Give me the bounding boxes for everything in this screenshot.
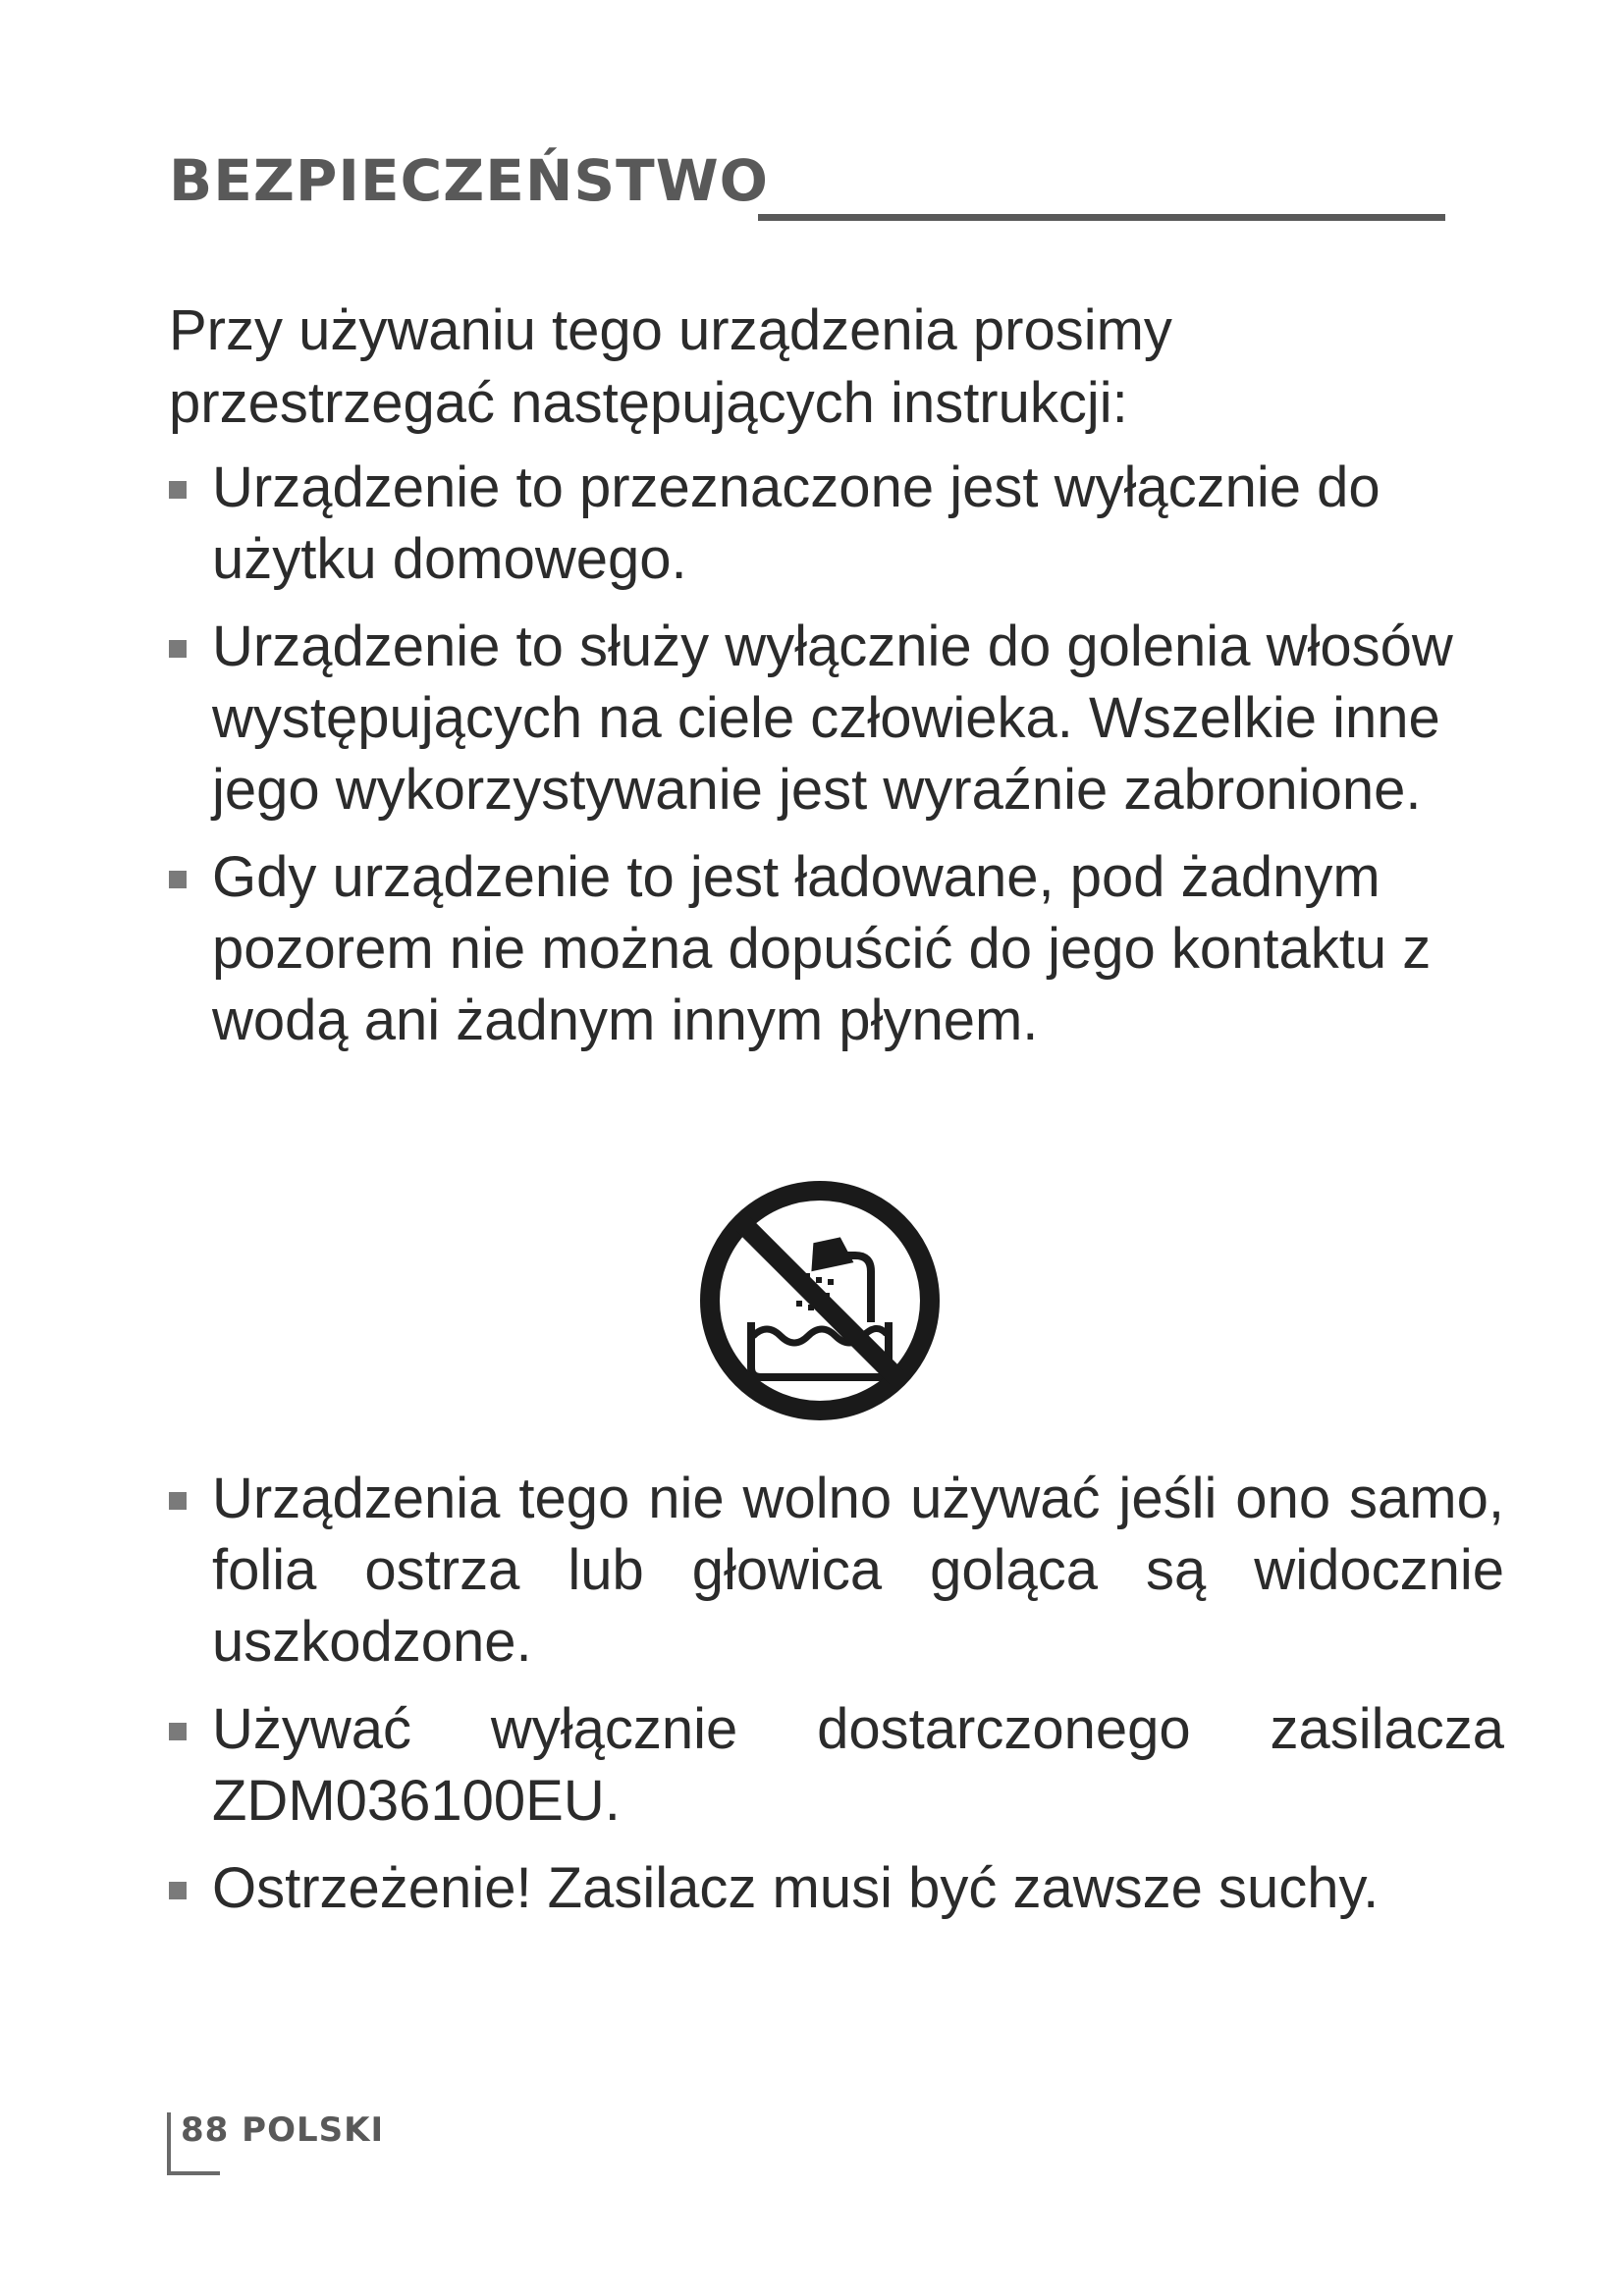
section-title-rule [758, 214, 1445, 221]
section-title: BEZPIECZEŃSTWO [169, 147, 769, 214]
no-water-bath-icon [694, 1175, 946, 1426]
section-header [169, 147, 1445, 226]
bullet-square-icon [169, 1723, 187, 1740]
list-item [169, 1463, 1504, 1678]
footer-label [181, 2110, 384, 2150]
safety-list-b [169, 1463, 1504, 1940]
list-item [169, 611, 1504, 826]
list-item [169, 1852, 1504, 1924]
safety-list-a [169, 452, 1504, 1072]
page-number: 88 [181, 2110, 230, 2150]
footer-corner-mark [167, 2171, 220, 2175]
list-item [169, 841, 1504, 1056]
list-item-text: Używać wyłącznie dostarczonego zasilacza ZDM036100EU. [212, 1697, 1504, 1833]
list-item-text: Ostrzeżenie! Zasilacz musi być zawsze suchy. [212, 1856, 1380, 1920]
list-item-text: Urządzenia tego nie wolno używać jeśli ono samo, folia ostrza lub głowica goląca są widocznie uszkodzone. [212, 1467, 1504, 1674]
list-item-text: Gdy urządzenie to jest ładowane, pod żadnym pozorem nie można dopuścić do jego kontaktu z wodą ani żadnym innym płynem. [212, 845, 1432, 1052]
bullet-square-icon [169, 871, 187, 888]
list-item-text: Urządzenie to przeznaczone jest wyłącznie do użytku domowego. [212, 455, 1380, 591]
bullet-square-icon [169, 481, 187, 499]
footer-language: POLSKI [242, 2110, 385, 2150]
footer-corner-mark [167, 2112, 171, 2173]
list-item [169, 1693, 1504, 1837]
list-item-text: Urządzenie to służy wyłącznie do golenia włosów występujących na ciele człowieka. Wszelkie inne jego wykorzystywanie jest wyraźnie zabronione. [212, 614, 1453, 822]
bullet-square-icon [169, 640, 187, 658]
bullet-square-icon [169, 1882, 187, 1899]
bullet-square-icon [169, 1492, 187, 1510]
list-item [169, 452, 1504, 595]
intro-paragraph: Przy używaniu tego urządzenia prosimy przestrzegać następujących instrukcji: [169, 298, 1172, 435]
